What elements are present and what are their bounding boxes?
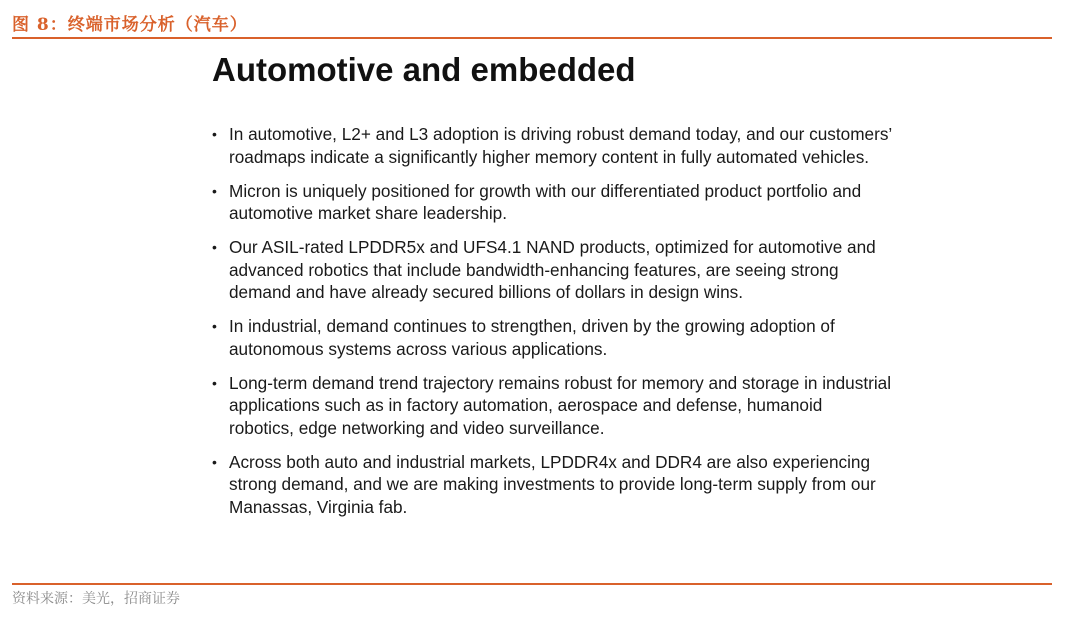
bullet-text: Long-term demand trend trajectory remains robust for memory and storage in industrial applications such as in factory automation, aerospace and defense, humanoid robotics, edge networking and video surveillance.: [229, 372, 892, 438]
bullet-item: [212, 372, 892, 440]
bullet-item: [212, 315, 892, 360]
bullet-item: [212, 123, 892, 168]
bottom-divider: [12, 583, 1052, 585]
bullet-marker: •: [212, 374, 217, 391]
bullet-item: [212, 180, 892, 225]
top-divider: [12, 37, 1052, 39]
source-note: 资料来源：美光，招商证券: [12, 591, 180, 607]
bullet-marker: •: [212, 239, 217, 255]
bullet-marker: •: [212, 318, 217, 334]
bullet-text: Across both auto and industrial markets, LPDDR4x and DDR4 are also experiencing strong demand, and we are making investments to provide long-term supply from our Manassas, Virginia fab.: [229, 451, 876, 517]
bullet-item: [212, 236, 892, 304]
bullet-text: In industrial, demand continues to strengthen, driven by the growing adoption of autonomous systems across various applications.: [229, 316, 835, 359]
figure-title: 图 8：终端市场分析（汽车）: [12, 15, 248, 35]
bullet-text: In automotive, L2+ and L3 adoption is driving robust demand today, and our customers’ roadmaps indicate a significantly higher memory content in fully automated vehicles.: [229, 124, 892, 167]
slide-content: [212, 50, 892, 517]
bullet-marker: •: [212, 182, 217, 199]
figure-header: [12, 8, 1052, 38]
bullet-marker: •: [212, 126, 217, 142]
bullet-item: [212, 451, 892, 519]
bullet-text: Our ASIL-rated LPDDR5x and UFS4.1 NAND products, optimized for automotive and advanced robotics that include bandwidth-enhancing features, are seeing strong demand and have already secured billions of dollars in design wins.: [229, 237, 876, 302]
bullet-list: [212, 123, 892, 518]
bullet-marker: •: [212, 453, 217, 470]
slide-title: Automotive and embedded: [212, 51, 636, 88]
bullet-text: Micron is uniquely positioned for growth with our differentiated product portfolio and automotive market share leadership.: [229, 180, 862, 223]
